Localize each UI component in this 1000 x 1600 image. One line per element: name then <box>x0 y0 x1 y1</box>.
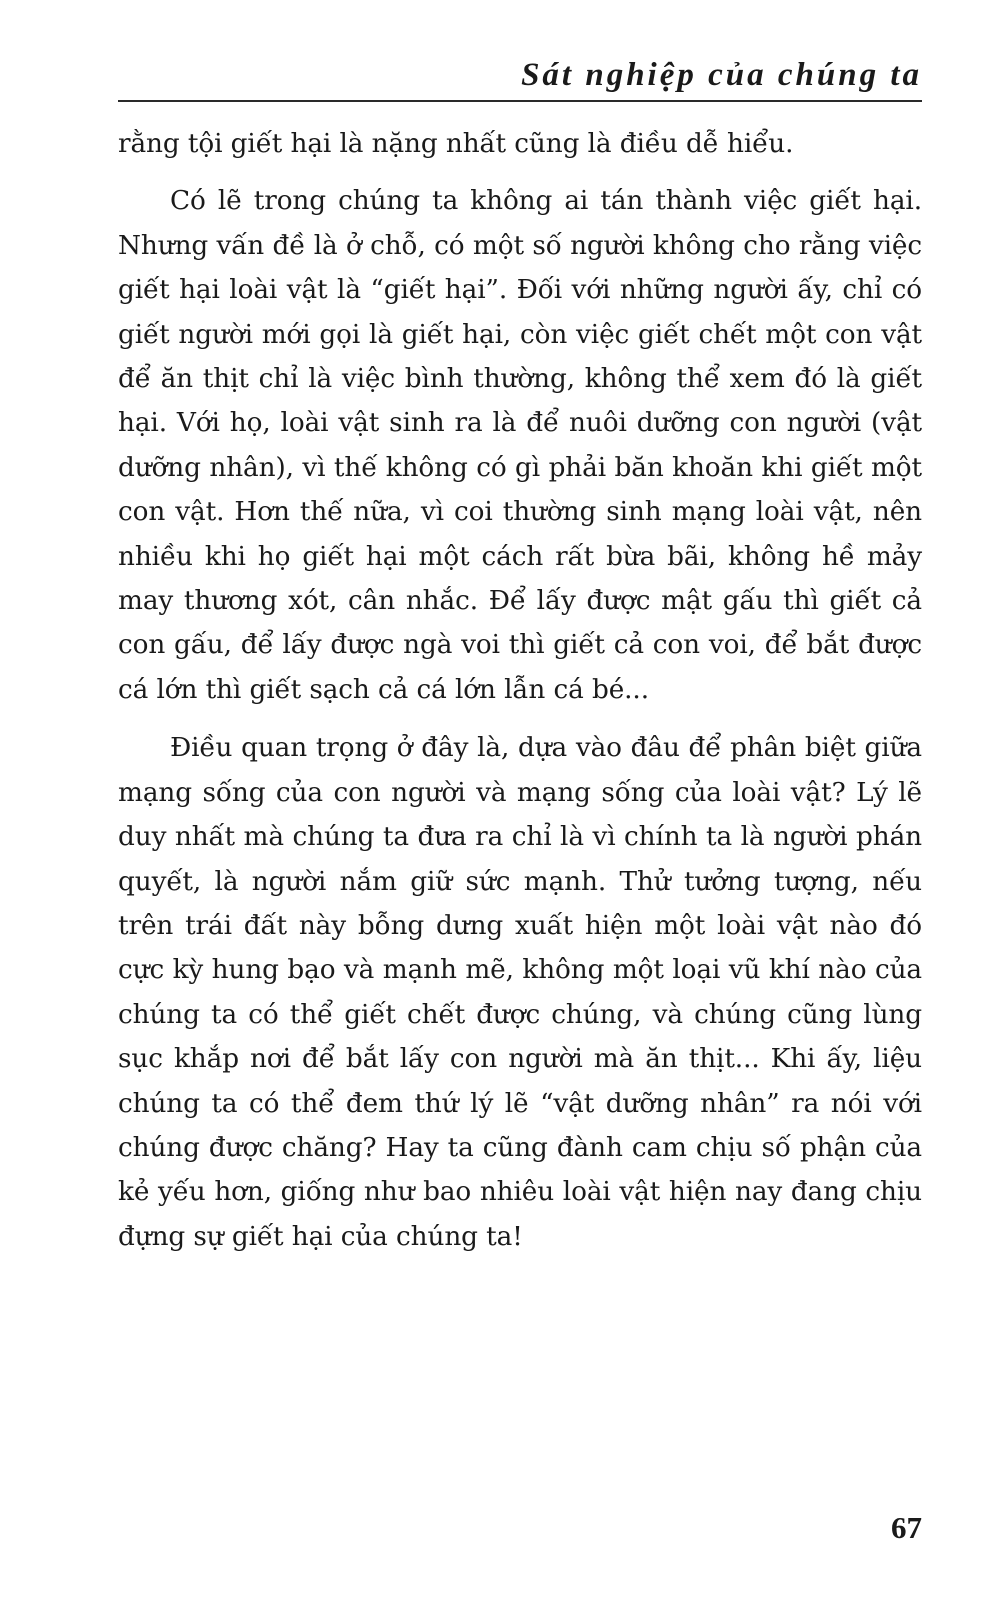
running-title: Sát nghiệp của chúng ta <box>521 57 922 93</box>
running-header <box>118 50 922 102</box>
paragraph: Có lẽ trong chúng ta không ai tán thành việc giết hại. Nhưng vấn đề là ở chỗ, có một số người không cho rằng việc giết hại loài vật là “giết hại”. Đối với những người ấy, chỉ có giết người mới gọi là giết hại, còn việc giết chết một con vật để ăn thịt chỉ là việc bình thường, không thể xem đó là giết hại. Với họ, loài vật sinh ra là để nuôi dưỡng con người (vật dưỡng nhân), vì thế không có gì phải băn khoăn khi giết một con vật. Hơn thế nữa, vì coi thường sinh mạng loài vật, nên nhiều khi họ giết hại một cách rất bừa bãi, không hề mảy may thương xót, cân nhắc. Để lấy được mật gấu thì giết cả con gấu, để lấy được ngà voi thì giết cả con voi, để bắt được cá lớn thì giết sạch cả cá lớn lẫn cá bé... <box>118 186 922 705</box>
body-text <box>118 122 922 1259</box>
paragraph: Điều quan trọng ở đây là, dựa vào đâu để phân biệt giữa mạng sống của con người và mạng sống của loài vật? Lý lẽ duy nhất mà chúng ta đưa ra chỉ là vì chính ta là người phán quyết, là người nắm giữ sức mạnh. Thử tưởng tượng, nếu trên trái đất này bỗng dưng xuất hiện một loài vật nào đó cực kỳ hung bạo và mạnh mẽ, không một loại vũ khí nào của chúng ta có thể giết chết được chúng, và chúng cũng lùng sục khắp nơi để bắt lấy con người mà ăn thịt... Khi ấy, liệu chúng ta có thể đem thứ lý lẽ “vật dưỡng nhân” ra nói với chúng được chăng? Hay ta cũng đành cam chịu số phận của kẻ yếu hơn, giống như bao nhiêu loài vật hiện nay đang chịu đựng sự giết hại của chúng ta! <box>118 733 922 1252</box>
page-number: 67 <box>891 1510 922 1545</box>
paragraph-continued: rằng tội giết hại là nặng nhất cũng là điều dễ hiểu. <box>118 129 794 159</box>
